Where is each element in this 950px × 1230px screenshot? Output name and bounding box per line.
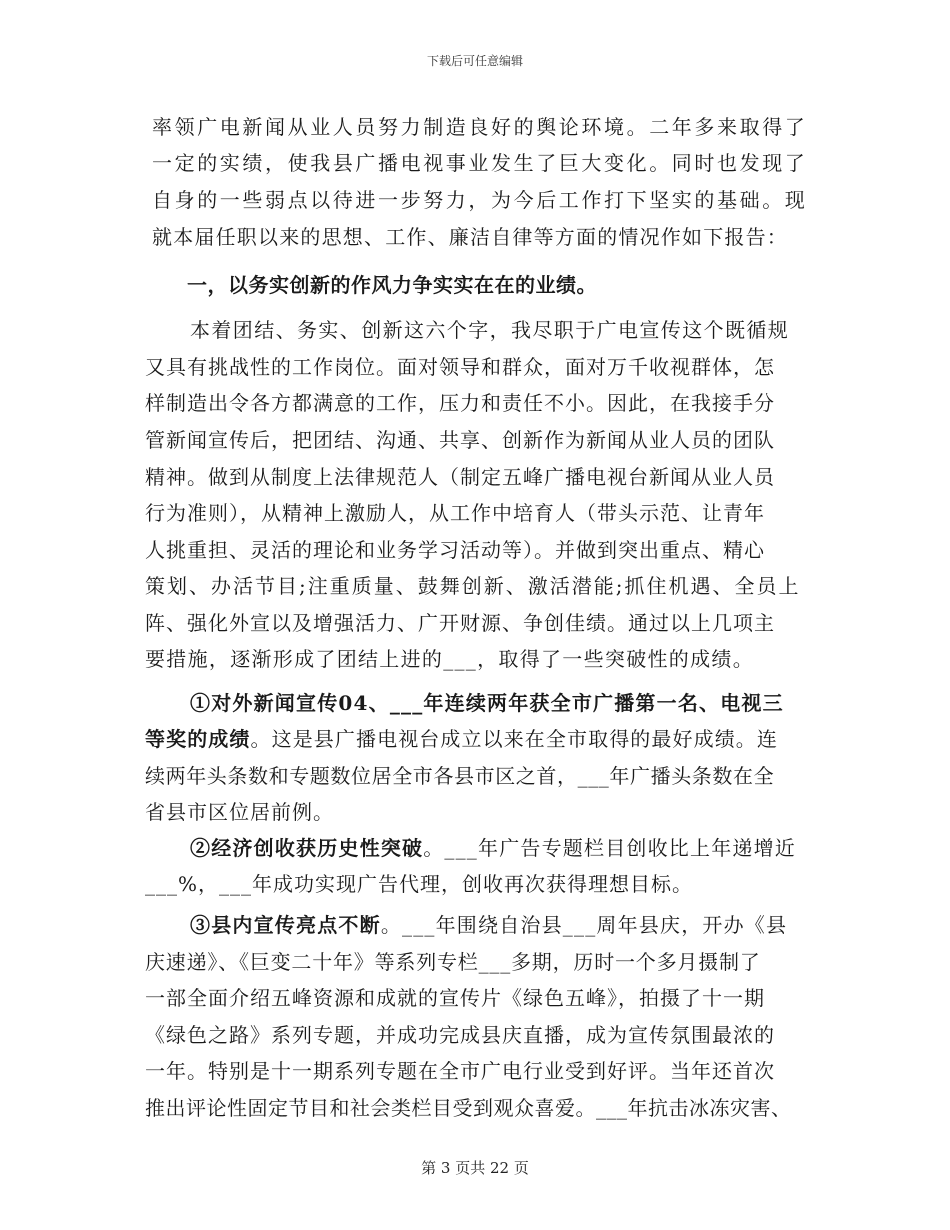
highlight-heading: ③县内宣传亮点不断 bbox=[190, 913, 381, 937]
text-line: 要措施，逐渐形成了团结上进的___，取得了一些突破性的成绩。 bbox=[145, 647, 754, 671]
text-line: 一年。特别是十一期系列专题在全市广电行业受到好评。当年还首次 bbox=[145, 1059, 775, 1083]
highlight-heading: ②经济创收获历史性突破 bbox=[190, 836, 424, 860]
highlight-heading: ①对外新闻宣传04、___年连续两年获全市广播第一名、电视三 bbox=[190, 691, 784, 715]
text-line: 率领广电新闻从业人员努力制造良好的舆论环境。二年多来取得了 bbox=[152, 115, 808, 139]
text-line: 样制造出令各方都满意的工作，压力和责任不小。因此，在我接手分 bbox=[145, 391, 775, 415]
text-line bbox=[190, 913, 787, 937]
text-line: 行为准则），从精神上激励人，从工作中培育人（带头示范、让青年 bbox=[145, 501, 765, 525]
text-line: 就本届任职以来的思想、工作、廉洁自律等方面的情况作如下报告： bbox=[152, 225, 788, 249]
text-line: 精神。做到从制度上法律规范人（制定五峰广播电视台新闻从业人员 bbox=[145, 465, 775, 489]
text-line bbox=[190, 836, 796, 860]
text-line: 自身的一些弱点以待进一步努力，为今后工作打下坚实的基础。现 bbox=[152, 188, 808, 212]
text-line: 又具有挑战性的工作岗位。面对领导和群众，面对万千收视群体，怎 bbox=[145, 355, 775, 379]
section-heading: 一，以务实创新的作风力争实实在在的业绩。 bbox=[187, 273, 597, 297]
text-line: 省县市区位居前例。 bbox=[145, 800, 334, 824]
text-line: 管新闻宣传后，把团结、沟通、共享、创新作为新闻从业人员的团队 bbox=[145, 428, 775, 452]
text-line bbox=[145, 727, 778, 751]
text-segment: 。这是县广播电视台成立以来在全市取得的最好成绩。连 bbox=[250, 727, 778, 751]
text-line: 阵、强化外宣以及增强活力、广开财源、争创佳绩。通过以上几项主 bbox=[145, 611, 775, 635]
text-segment: 。___年围绕自治县___周年县庆，开办《县 bbox=[380, 913, 788, 937]
text-line: ___%，___年成功实现广告代理，创收再次获得理想目标。 bbox=[145, 872, 694, 896]
text-line: 《绿色之路》系列专题，并成功完成县庆直播，成为宣传氛围最浓的 bbox=[145, 1023, 775, 1047]
text-line: 策划、办活节目;注重质量、鼓舞创新、激活潜能;抓住机遇、全员上 bbox=[145, 574, 801, 598]
text-segment: 。___年广告专题栏目创收比上年递增近 bbox=[423, 836, 797, 860]
text-line: 人挑重担、灵活的理论和业务学习活动等）。并做到突出重点、精心 bbox=[145, 538, 765, 562]
text-line: 一部全面介绍五峰资源和成就的宣传片《绿色五峰》，拍摄了十一期 bbox=[145, 986, 765, 1010]
text-line: 本着团结、务实、创新这六个字，我尽职于广电宣传这个既循规 bbox=[190, 318, 790, 342]
text-line: 推出评论性固定节目和社会类栏目受到观众喜爱。___年抗击冰冻灾害、 bbox=[145, 1096, 792, 1120]
page-header: 下载后可任意编辑 bbox=[426, 54, 523, 68]
text-line: 一定的实绩，使我县广播电视事业发生了巨大变化。同时也发现了 bbox=[152, 151, 808, 175]
highlight-heading: 等奖的成绩 bbox=[145, 727, 251, 751]
text-line: 庆速递》、《巨变二十年》等系列专栏___多期，历时一个多月摄制了 bbox=[145, 950, 761, 974]
page-footer: 第 3 页共 22 页 bbox=[421, 1159, 529, 1177]
text-line: 续两年头条数和专题数位居全市各县市区之首，___年广播头条数在全 bbox=[145, 764, 775, 788]
